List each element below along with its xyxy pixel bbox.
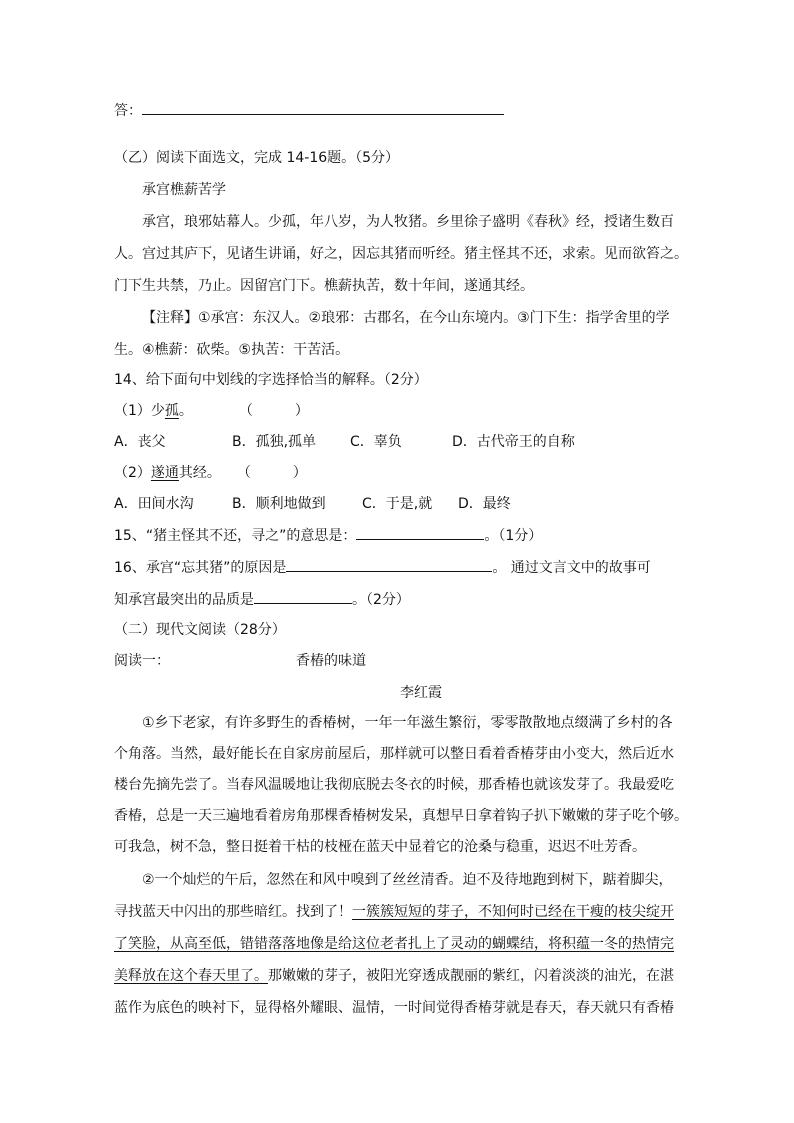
q16-text-b: 。 通过文言文中的故事可	[492, 560, 651, 576]
q14-sub2-prefix: （2）	[114, 465, 151, 481]
answer-label: 答：	[114, 103, 142, 119]
para2-text: 寻找蓝天中闪出的那些暗红。找到了！	[114, 904, 352, 920]
article-title: 香椿的味道	[296, 653, 366, 669]
q15-text: 15、“猪主怪其不还，寻之”的意思是：	[114, 528, 357, 544]
q14-option[interactable]: A．丧父	[114, 434, 166, 450]
q15-line	[114, 525, 542, 545]
q14-option[interactable]: B．孤独,孤单	[232, 434, 317, 450]
q14-sub2-answer-paren[interactable]: （ ）	[236, 465, 307, 481]
para2-underlined: 了笑脸，从高至低，错错落落地像是给这位老者扎上了灵动的蝴蝶结，将积蕴一冬的热情完	[114, 936, 674, 952]
para1-line: 可我急，树不急，整日挺着干枯的枝桠在蓝天中显着它的沧桑与稳重，迟迟不吐芳香。	[114, 839, 646, 855]
answer-blank[interactable]	[142, 100, 504, 115]
passage-line: 门下生共禁，乃止。因留宫门下。樵薪执苦，数十年间，遂通其经。	[114, 278, 534, 294]
q14-sub2-underlined: 遂通	[150, 465, 179, 481]
q16-text-d: 。（2分）	[352, 592, 410, 608]
q14-stem: 14、给下面句中划线的字选择恰当的解释。（2分）	[114, 372, 428, 388]
q14-sub2	[114, 463, 307, 483]
para1-line: 楼台先摘先尝了。当春风温暖地让我彻底脱去冬衣的时候，那香椿也就该发芽了。我最爱吃	[114, 777, 674, 793]
q14-sub1-suffix: 。	[178, 403, 193, 419]
q15-end: 。（1分）	[484, 528, 543, 544]
q14-sub1	[114, 401, 309, 421]
section-yi-title: 承宫樵薪苦学	[142, 182, 226, 198]
q16-line2	[114, 589, 410, 609]
section-yi-instruction: （乙）阅读下面选文，完成 14-16题。（5分）	[114, 150, 400, 166]
q16-line1	[114, 557, 651, 577]
q16-answer-blank-2[interactable]	[254, 589, 352, 604]
article-author: 李红霞	[400, 685, 442, 701]
q14-options1	[114, 432, 575, 452]
section-two-heading: （二）现代文阅读（28分）	[114, 622, 286, 638]
q16-text-a: 16、承宫“忘其猪”的原因是	[114, 560, 287, 576]
para2-underlined: 一簇簇短短的芽子，不知何时已经在干瘦的枝尖绽开	[352, 904, 674, 920]
q16-text-c: 知承宫最突出的品质是	[114, 592, 254, 608]
passage-line: 人。宫过其庐下，见诸生讲诵，好之，因忘其猪而听经。猪主怪其不还，求索。见而欲笞之。	[114, 246, 688, 262]
q14-option[interactable]: B．顺利地做到	[232, 496, 326, 512]
para2-line: ②一个灿烂的午后，忽然在和风中嗅到了丝丝清香。迫不及待地跑到树下，踮着脚尖，	[142, 872, 673, 888]
para1-line: 个角落。当然，最好能长在自家房前屋后，那样就可以整日看着香椿芽由小变大，然后近水	[114, 746, 674, 762]
q14-sub1-underlined: 孤	[164, 403, 179, 419]
q14-option[interactable]: A．田间水沟	[114, 496, 194, 512]
notes-line: 生。④樵薪：砍柴。⑤执苦：干苦活。	[114, 342, 350, 358]
reading-label: 阅读一：	[114, 653, 170, 669]
q14-option[interactable]: C．于是,就	[362, 496, 433, 512]
answer-line	[114, 100, 504, 120]
q14-option[interactable]: D．最终	[458, 496, 511, 512]
para2-text: 那嫩嫩的芽子，被阳光穿透成靓丽的紫红，闪着淡淡的油光，在湛	[268, 968, 674, 984]
para2-line: 蓝作为底色的映衬下，显得格外耀眼、温情，一时间觉得香椿芽就是春天，春天就只有香椿	[114, 1000, 674, 1016]
q14-sub2-suffix: 其经。	[178, 465, 221, 481]
para2-underlined: 美释放在这个春天里了。	[114, 968, 268, 984]
q16-answer-blank-1[interactable]	[286, 557, 492, 572]
q14-sub1-char: 少	[150, 403, 165, 419]
para1-line: 香椿，总是一天三遍地看着房角那棵香椿树发呆，真想早日拿着钩子扒下嫩嫩的芽子吃个够。	[114, 808, 688, 824]
q15-answer-blank[interactable]	[356, 525, 484, 540]
notes-line: 【注释】①承宫：东汉人。②琅邪：古郡名，在今山东境内。③门下生：指学舍里的学	[142, 310, 670, 326]
q14-option[interactable]: C．辜负	[350, 434, 402, 450]
q14-sub1-answer-paren[interactable]: （ ）	[238, 403, 309, 419]
q14-options2	[114, 494, 511, 514]
para2-line	[114, 902, 674, 922]
para2-line	[114, 966, 674, 986]
passage-line: 承宫，琅邪姑幕人。少孤，年八岁，为人牧猪。乡里徐子盛明《春秋》经，授诸生数百	[142, 214, 674, 230]
para1-line: ①乡下老家，有许多野生的香椿树，一年一年滋生繁衍，零零散散地点缀满了乡村的各	[142, 715, 673, 731]
q14-sub1-prefix: （1）	[114, 403, 151, 419]
para2-line	[114, 934, 674, 954]
q14-option[interactable]: D．古代帝王的自称	[452, 434, 575, 450]
